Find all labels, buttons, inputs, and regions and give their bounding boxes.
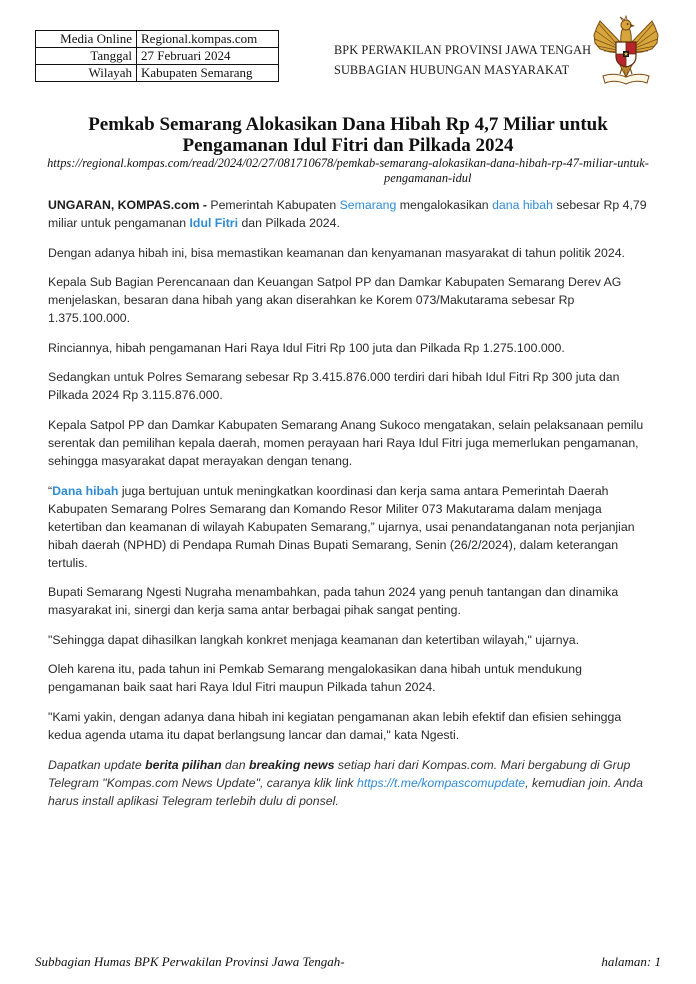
link-telegram-channel[interactable]: https://t.me/kompascomupdate xyxy=(357,775,526,790)
media-info-row xyxy=(36,48,279,65)
media-info-label: Tanggal xyxy=(36,48,137,65)
paragraph-text: Pemerintah Kabupaten xyxy=(210,198,337,212)
paragraph-text: dan xyxy=(225,757,246,772)
emphasis-breaking-news: breaking news xyxy=(249,757,335,772)
media-info-value: Regional.kompas.com xyxy=(137,31,279,48)
paragraph-text: Kepala Satpol PP dan Damkar Kabupaten Semarang Anang Sukoco mengatakan, selain pelaksanaan pemilu serentak dan pemilihan kepala daerah, momen perayaan hari Raya Idul Fitri juga memerlukan pengamanan, sehingga masyarakat dapat merayakan dengan tenang. xyxy=(48,417,644,468)
paragraph-text: Bupati Semarang Ngesti Nugraha menambahkan, pada tahun 2024 yang penuh tantangan dan dinamika masyarakat ini, sinergi dan kerja sama antar berbagai pihak sangat penting. xyxy=(48,585,619,618)
opening-quote: “ xyxy=(48,483,53,498)
telegram-promo-paragraph xyxy=(48,756,654,810)
source-url-line: https://regional.kompas.com/read/2024/02/27/081710678/pemkab-semarang-alokasikan-dana-hibah-rp-47-miliar-untuk- xyxy=(47,156,649,170)
paragraph-text: juga bertujuan untuk meningkatkan koordinasi dan kerja sama antara Pemerintah Daerah Kabupaten Semarang Polres Semarang dan Komando Resor Militer 073 Makutarama dalam menjaga ketertiban dan keamanan di wilayah Kabupaten Semarang,” ujarnya, usai penandatanganan nota perjanjian hibah daerah (NPHD) di Pendapa Rumah Dinas Bupati Semarang, Senin (26/2/2024), dalam keterangan tertulis. xyxy=(48,483,635,570)
media-info-value: Kabupaten Semarang xyxy=(137,65,279,82)
media-info-row xyxy=(36,65,279,82)
media-info-label: Media Online xyxy=(36,31,137,48)
paragraph-text: Rinciannya, hibah pengamanan Hari Raya Idul Fitri Rp 100 juta dan Pilkada Rp 1.275.100.000. xyxy=(48,340,565,355)
paragraph-text: Dengan adanya hibah ini, bisa memastikan keamanan dan kenyamanan masyarakat di tahun politik 2024. xyxy=(48,245,625,260)
article-body xyxy=(48,196,654,821)
paragraph-text: setiap hari dari Kompas.com. Mari bergabung di Grup Telegram "Kompas.com News Update", caranya klik link xyxy=(48,757,631,790)
article-paragraph xyxy=(48,583,654,619)
article-paragraph xyxy=(48,631,654,649)
paragraph-text: dan Pilkada 2024. xyxy=(241,216,340,230)
media-info-row xyxy=(36,31,279,48)
article-paragraph xyxy=(48,482,654,572)
article-paragraph xyxy=(48,339,654,357)
media-info-table xyxy=(35,30,279,82)
paragraph-text: , kemudian join. Anda harus install aplikasi Telegram terlebih dulu di ponsel. xyxy=(48,775,643,808)
article-paragraph xyxy=(48,708,654,744)
organization-subdivision: SUBBAGIAN HUBUNGAN MASYARAKAT xyxy=(334,63,570,77)
dateline: UNGARAN, KOMPAS.com - xyxy=(48,198,207,212)
paragraph-text: mengalokasikan xyxy=(399,198,489,212)
organization-header xyxy=(334,40,591,80)
paragraph-text: Dapatkan update xyxy=(48,757,142,772)
garuda-pancasila-emblem-icon xyxy=(590,15,662,87)
article-paragraph xyxy=(48,416,654,470)
organization-name: BPK PERWAKILAN PROVINSI JAWA TENGAH xyxy=(334,43,592,57)
footer-department: Subbagian Humas BPK Perwakilan Provinsi Jawa Tengah- xyxy=(35,954,345,969)
article-paragraph xyxy=(48,660,654,696)
article-title: Pemkab Semarang Alokasikan Dana Hibah Rp 4,7 Miliar untuk Pengamanan Idul Fitri dan Pilkada 2024 xyxy=(88,114,608,156)
article-paragraph xyxy=(48,244,654,262)
article-paragraph xyxy=(48,368,654,404)
paragraph-text: "Sehingga dapat dihasilkan langkah konkret menjaga keamanan dan ketertiban wilayah," ujarnya. xyxy=(48,632,580,647)
paragraph-text: Kepala Sub Bagian Perencanaan dan Keuangan Satpol PP dan Damkar Kabupaten Semarang Derev AG menjelaskan, besaran dana hibah yang akan diserahkan ke Korem 073/Makutarama sebesar Rp 1.375.100.000. xyxy=(48,275,622,326)
media-info-value: 27 Februari 2024 xyxy=(137,48,279,65)
emphasis-berita-pilihan: berita pilihan xyxy=(145,757,222,772)
paragraph-text: "Kami yakin, dengan adanya dana hibah ini kegiatan pengamanan akan lebih efektif dan efisien sehingga kedua agenda utama itu dapat berlangsung lancar dan damai," kata Ngesti. xyxy=(48,709,622,742)
source-url-line: pengamanan-idul xyxy=(384,171,472,185)
link-dana-hibah[interactable]: dana hibah xyxy=(492,198,553,212)
paragraph-text: sebesar Rp 4,79 miliar untuk pengamanan xyxy=(48,198,647,230)
paragraph-text: Oleh karena itu, pada tahun ini Pemkab Semarang mengalokasikan dana hibah untuk mendukung pengamanan baik saat hari Raya Idul Fitri maupun Pilkada tahun 2024. xyxy=(48,662,582,695)
media-info-label: Wilayah xyxy=(36,65,137,82)
paragraph-text: Sedangkan untuk Polres Semarang sebesar Rp 3.415.876.000 terdiri dari hibah Idul Fitri Rp 300 juta dan Pilkada 2024 Rp 3.115.876.000. xyxy=(48,370,620,403)
link-dana-hibah[interactable]: Dana hibah xyxy=(52,483,119,498)
article-paragraph xyxy=(48,273,654,327)
link-idul-fitri[interactable]: Idul Fitri xyxy=(189,216,239,230)
link-semarang[interactable]: Semarang xyxy=(339,198,397,212)
article-paragraph xyxy=(48,196,654,232)
page-number: halaman: 1 xyxy=(601,954,661,969)
